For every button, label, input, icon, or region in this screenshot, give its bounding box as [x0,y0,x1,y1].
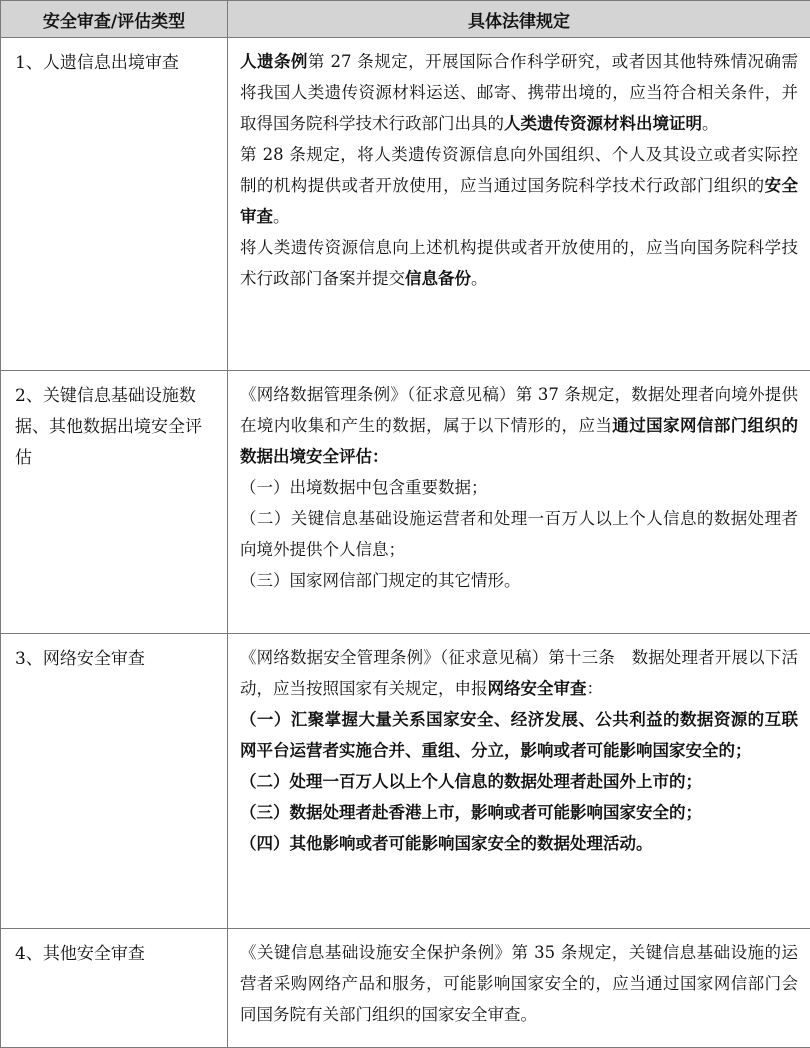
header-legal-provisions: 具体法律规定 [228,1,810,38]
table-row [1,38,810,371]
row-category: 4、其他安全审查 [1,929,228,1048]
table-row [1,929,810,1048]
provision-text: 。 [273,207,290,226]
provision-text: 。 [702,114,719,133]
provision-item-bold [240,704,798,766]
provision-paragraph [240,232,798,294]
provision-text: 。 [471,269,488,288]
provision-text: 将人类遗传资源信息向上述机构提供或者开放使用的，应当向国务院科学技术行政部门备案并提交 [240,238,798,288]
provision-paragraph [240,139,798,232]
provision-paragraph [240,642,798,704]
bold-term: 人遗条例 [240,52,308,71]
header-row [1,1,810,38]
row-provisions [228,371,810,634]
provision-item-bold [240,766,798,797]
row-provisions [228,634,810,929]
row-category: 2、关键信息基础设施数据、其他数据出境安全评估 [1,371,228,634]
provision-text: 第 27 条规定，开展国际合作科学研究，或者因其他特殊情况确需将我国人类遗传资源材料运送、邮寄、携带出境的，应当符合相关条件，并取得国务院科学技术行政部门出具的 [240,52,798,133]
row-category: 1、人遗信息出境审查 [1,38,228,371]
provision-item-bold [240,828,798,859]
table-row [1,371,810,634]
row-provisions [228,38,810,371]
row-category: 3、网络安全审查 [1,634,228,929]
header-review-type: 安全审查/评估类型 [1,1,228,38]
provision-text: 《网络数据管理条例》（征求意见稿）第 37 条规定，数据处理者向境外提供在境内收集和产生的数据，属于以下情形的，应当 [240,385,798,435]
provision-text: 第 28 条规定，将人类遗传资源信息向外国组织、个人及其设立或者实际控制的机构提供或者开放使用，应当通过国务院科学技术行政部门组织的 [240,145,798,195]
bold-item-text: （一）汇聚掌握大量关系国家安全、经济发展、公共利益的数据资源的互联网平台运营者实施合并、重组、分立，影响或者可能影响国家安全的； [240,710,798,760]
bold-term: 网络安全审查 [488,679,587,698]
bold-term: 安全审查 [240,176,798,226]
provision-item-bold [240,797,798,828]
bold-term: 人类遗传资源材料出境证明 [504,114,702,133]
bold-item-text: （二）处理一百万人以上个人信息的数据处理者赴国外上市的； [240,772,702,791]
table-row [1,634,810,929]
provision-item: （一）出境数据中包含重要数据； [240,472,798,503]
provision-item: （三）国家网信部门规定的其它情形。 [240,565,798,596]
provision-text: ： [587,679,604,698]
provision-paragraph [240,46,798,139]
provision-paragraph: 《关键信息基础设施安全保护条例》第 35 条规定，关键信息基础设施的运营者采购网络产品和服务，可能影响国家安全的，应当通过国家网信部门会同国务院有关部门组织的国家安全审查。 [240,937,798,1030]
bold-item-text: （三）数据处理者赴香港上市，影响或者可能影响国家安全的； [240,803,702,822]
provision-text: 《网络数据安全管理条例》（征求意见稿）第十三条 数据处理者开展以下活动，应当按照国家有关规定，申报 [240,648,798,698]
row-provisions [228,929,810,1048]
bold-term: 通过国家网信部门组织的数据出境安全评估： [240,416,798,466]
bold-item-text: （四）其他影响或者可能影响国家安全的数据处理活动。 [240,834,653,853]
bold-term: 信息备份 [405,269,471,288]
provision-paragraph [240,379,798,472]
provision-item: （二）关键信息基础设施运营者和处理一百万人以上个人信息的数据处理者向境外提供个人信息； [240,503,798,565]
